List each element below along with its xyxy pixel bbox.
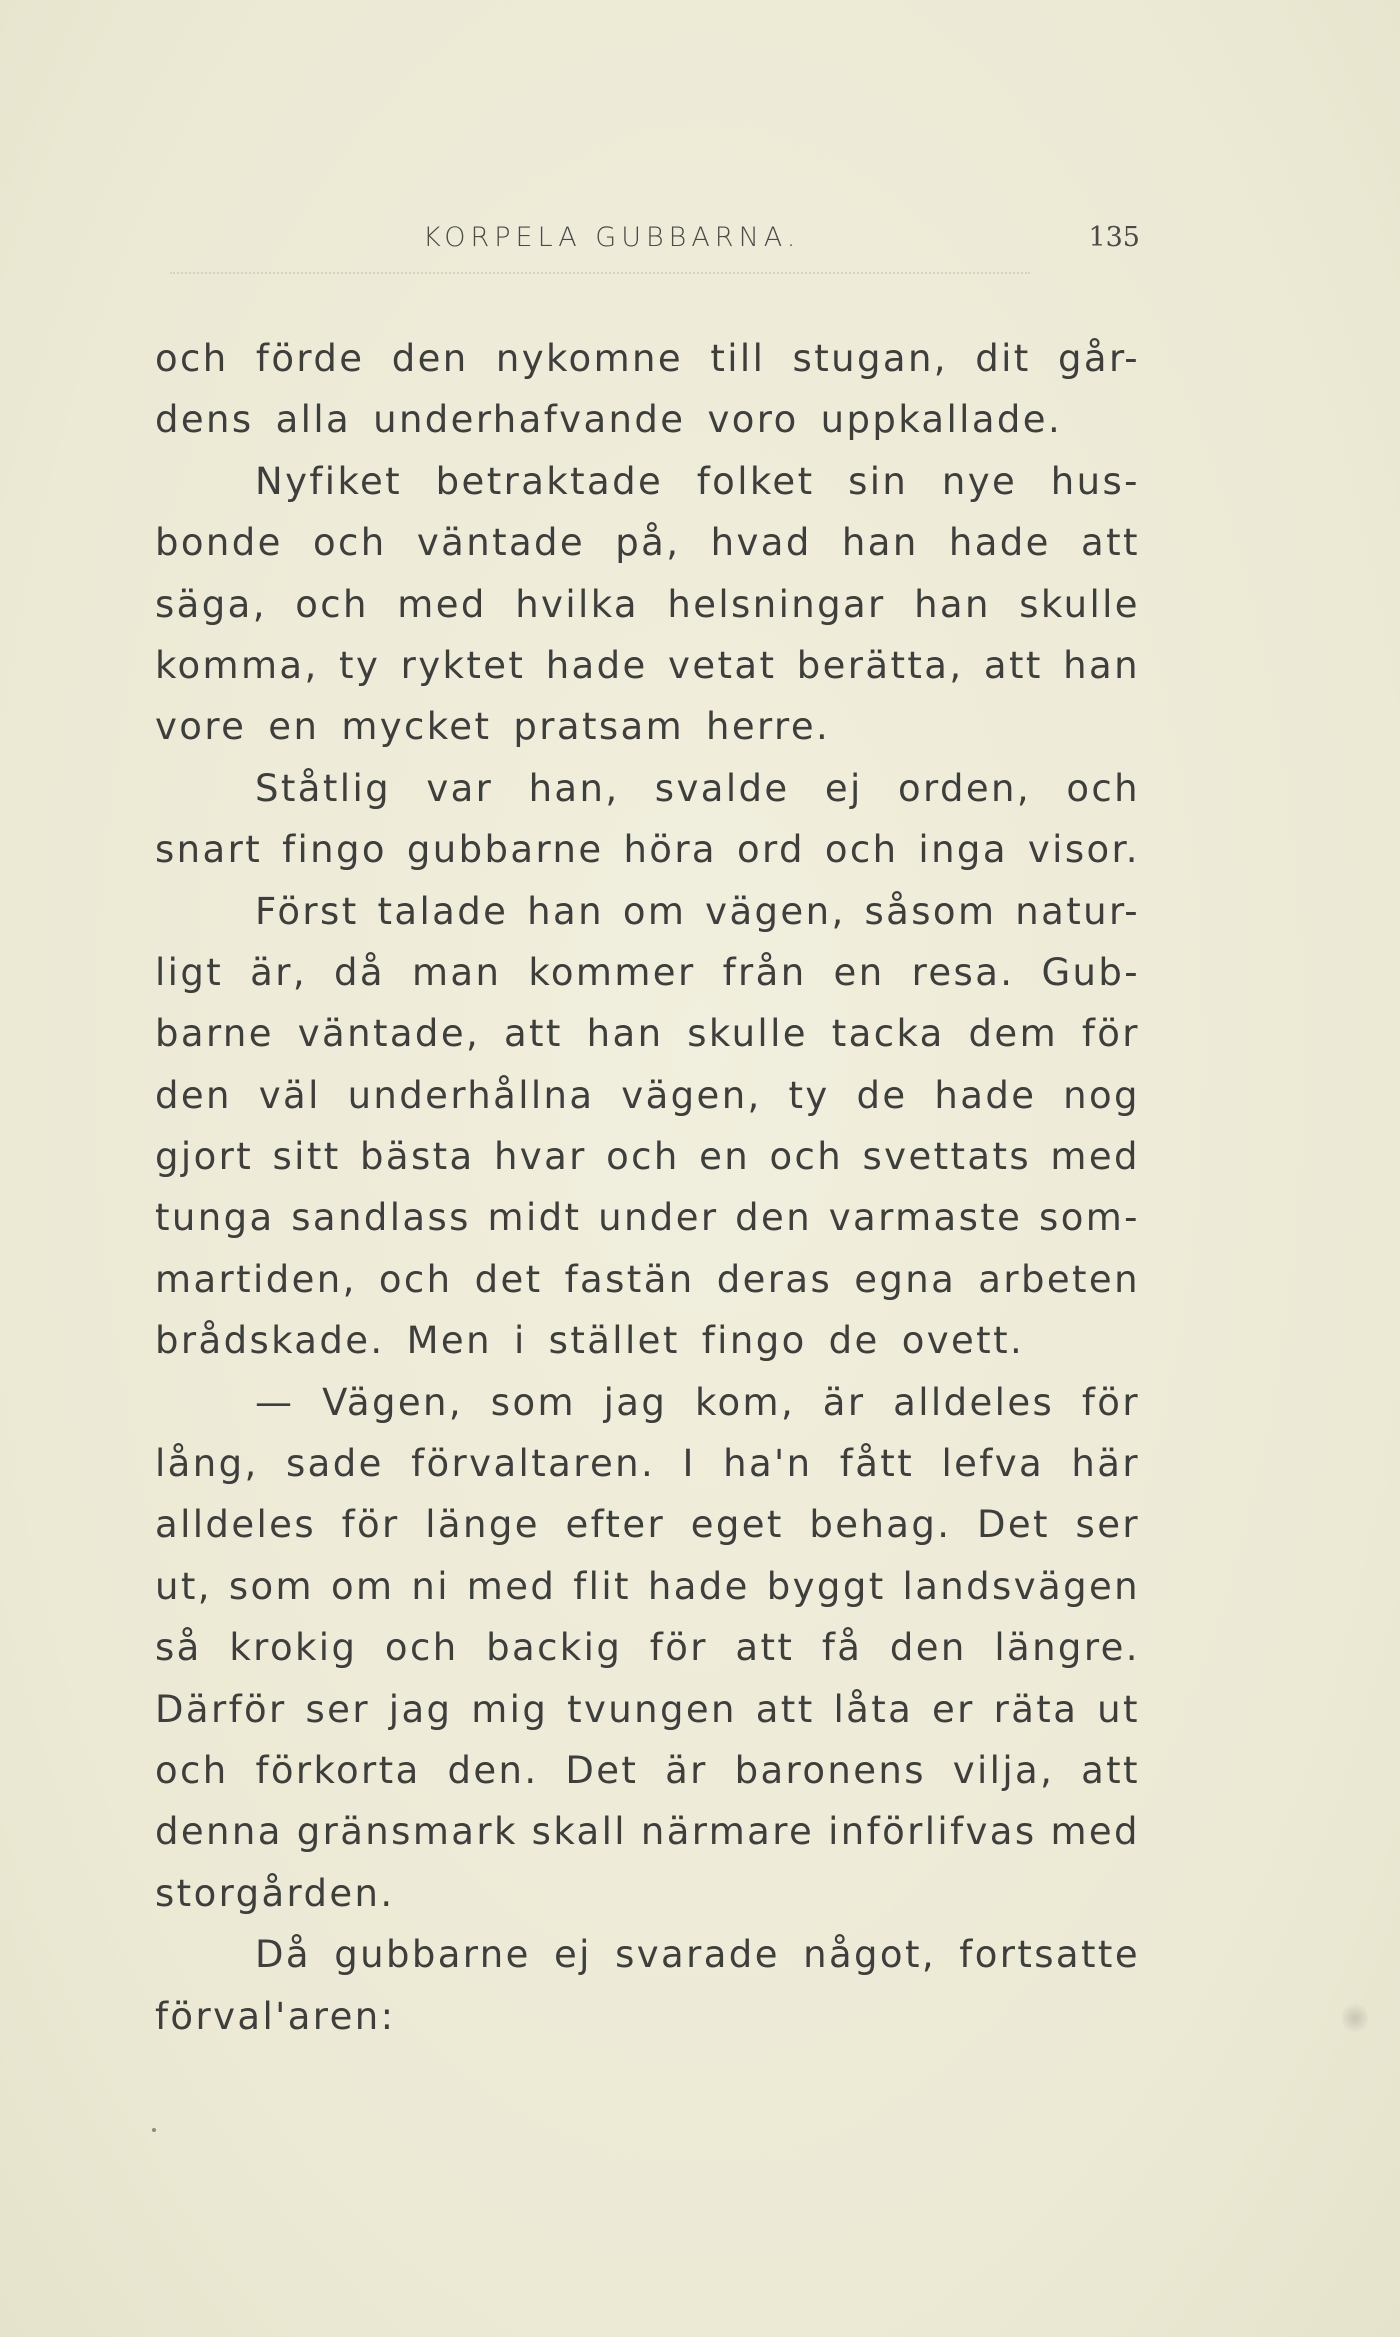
word: ut, (155, 1564, 212, 1608)
word: som (490, 1380, 576, 1424)
word: ryktet (400, 643, 526, 687)
word: att (1081, 521, 1140, 565)
word: och (155, 1748, 229, 1792)
word: helsningar (667, 582, 886, 626)
word: byggt (766, 1564, 886, 1608)
word: och (378, 1257, 453, 1301)
word: tunga (155, 1196, 275, 1240)
word: stället (548, 1319, 680, 1363)
word: sade (285, 1442, 384, 1486)
word: herre. (706, 705, 831, 749)
word: midt (487, 1196, 582, 1240)
word: förde (255, 337, 365, 380)
word: ej (554, 1933, 592, 1977)
word: Först (255, 889, 359, 933)
word: efter (565, 1503, 666, 1547)
word: på, (615, 521, 681, 565)
word: med (466, 1564, 557, 1608)
text-line (155, 1126, 1140, 1187)
running-title: KORPELA GUBBARNA. (423, 222, 801, 253)
word: arbeten (978, 1257, 1140, 1301)
word: uppkallade. (820, 398, 1063, 442)
word: Därför (155, 1687, 287, 1731)
word: räta (993, 1687, 1079, 1731)
word: fingo (701, 1319, 807, 1363)
word: och (824, 828, 899, 872)
word: flit (573, 1564, 631, 1608)
word: för (1081, 1012, 1140, 1056)
word: voro (707, 398, 799, 442)
word: bästa (359, 1135, 475, 1179)
word: att (1081, 1748, 1140, 1792)
word: ser (305, 1687, 370, 1731)
word: ej (824, 766, 863, 810)
text-line (155, 1924, 1140, 1985)
word: väntade (416, 521, 586, 565)
word: hade (545, 643, 648, 687)
word: ser (1075, 1503, 1140, 1547)
word: sitt (272, 1135, 341, 1179)
text-line (155, 1065, 1140, 1126)
text-line (155, 1986, 1140, 2047)
word: är (665, 1748, 708, 1792)
word: hade (647, 1564, 750, 1608)
word: mig (471, 1687, 549, 1731)
word: vore (155, 705, 247, 749)
word: fastän (564, 1257, 695, 1301)
word: lång, (155, 1442, 259, 1486)
word: den (155, 1073, 232, 1117)
word: barne (155, 1012, 274, 1056)
word: betraktade (435, 459, 664, 503)
word: fortsatte (959, 1933, 1140, 1977)
word: svalde (654, 766, 790, 810)
word: Nyfiket (255, 459, 403, 503)
word: om (622, 889, 687, 933)
word: nye (941, 459, 1018, 503)
word: vilja, (952, 1748, 1055, 1792)
word: en (268, 705, 320, 749)
word: skall (531, 1810, 627, 1854)
word: Gub- (1041, 950, 1140, 994)
text-line (155, 574, 1140, 635)
word: stugan, (792, 337, 948, 380)
word: dit (975, 337, 1031, 380)
word: för (341, 1503, 400, 1547)
body-text (155, 328, 1140, 2047)
word: resa. (911, 950, 1015, 994)
word: väntade, (297, 1012, 481, 1056)
word: Då (255, 1933, 311, 1977)
word: visor. (1027, 828, 1140, 872)
word: till (710, 337, 766, 380)
word: de (828, 1319, 880, 1363)
word: storgården. (155, 1871, 395, 1915)
word: och (606, 1135, 680, 1179)
word: hus- (1050, 459, 1140, 503)
word: egna (854, 1257, 957, 1301)
text-line (155, 1187, 1140, 1248)
word: backig (486, 1626, 623, 1670)
word: hvad (710, 521, 812, 565)
word: denna (155, 1810, 283, 1854)
word: för (1081, 1380, 1140, 1424)
page-smudge (1342, 2000, 1368, 2036)
word: den (889, 1626, 967, 1670)
word: här (1071, 1442, 1140, 1486)
word: de (856, 1073, 908, 1117)
text-line (155, 389, 1140, 450)
word: nykomne (495, 337, 684, 380)
word: eget (690, 1503, 784, 1547)
word: förval'aren: (155, 1994, 396, 2038)
text-line (155, 1310, 1140, 1371)
word: I (682, 1442, 696, 1486)
word: man (411, 950, 502, 994)
text-line (155, 635, 1140, 696)
word: svettats (862, 1135, 1032, 1179)
word: martiden, (155, 1257, 357, 1301)
word: natur- (1015, 889, 1140, 933)
word: han (527, 889, 604, 933)
word: hvar (493, 1135, 587, 1179)
word: bonde (155, 521, 283, 565)
word: höra (623, 828, 718, 872)
word: den (391, 337, 469, 380)
word: orden, (897, 766, 1032, 810)
word: dens (155, 398, 254, 442)
word: — (255, 1380, 295, 1424)
word: er (932, 1687, 975, 1731)
word: förkorta (255, 1748, 421, 1792)
text-line (155, 819, 1140, 880)
text-line (155, 328, 1140, 389)
word: var (426, 766, 494, 810)
word: och (769, 1135, 844, 1179)
word: gubbarne (334, 1933, 531, 1977)
header-rule (170, 272, 1030, 274)
word: fingo (282, 828, 387, 872)
word: baronens (734, 1748, 926, 1792)
word: ni (411, 1564, 450, 1608)
word: mycket (341, 705, 492, 749)
text-line (155, 881, 1140, 942)
text-line (155, 1679, 1140, 1740)
word: fått (839, 1442, 915, 1486)
word: ha'n (723, 1442, 813, 1486)
word: längre. (994, 1626, 1140, 1670)
word: han (1063, 643, 1140, 687)
word: dem (968, 1012, 1059, 1056)
word: den (735, 1196, 813, 1240)
word: sandlass (291, 1196, 471, 1240)
word: som (228, 1564, 315, 1608)
word: närmare (640, 1810, 815, 1854)
word: varmaste (828, 1196, 1023, 1240)
text-line (155, 1433, 1140, 1494)
word: väl (258, 1073, 321, 1117)
word: underhafvande (373, 398, 686, 442)
word: går- (1058, 337, 1140, 380)
word: en (833, 950, 885, 994)
word: Men (406, 1319, 492, 1363)
word: hade (934, 1073, 1037, 1117)
word: lefva (941, 1442, 1045, 1486)
word: Det (977, 1503, 1050, 1547)
word: kommer (528, 950, 696, 994)
text-line (155, 696, 1140, 757)
word: en (699, 1135, 751, 1179)
word: och (155, 337, 229, 380)
word: brådskade. (155, 1319, 385, 1363)
word: jag (388, 1687, 453, 1731)
word: behag. (809, 1503, 952, 1547)
word: skulle (687, 1012, 808, 1056)
word: Vägen, (322, 1380, 464, 1424)
word: som- (1039, 1196, 1140, 1240)
word: deras (716, 1257, 833, 1301)
word: införlifvas (828, 1810, 1037, 1854)
word: kom, (694, 1380, 796, 1424)
word: Det (565, 1748, 639, 1792)
running-head (155, 222, 1140, 262)
word: och (1066, 766, 1140, 810)
word: jag (603, 1380, 668, 1424)
word: få (821, 1626, 863, 1670)
word: alldeles (893, 1380, 1055, 1424)
word: med (397, 582, 487, 626)
text-line (155, 1801, 1140, 1862)
word: inga (918, 828, 1008, 872)
word: att (735, 1626, 795, 1670)
word: Ståtlig (255, 766, 392, 810)
word: landsvägen (902, 1564, 1140, 1608)
text-line (155, 1863, 1140, 1924)
word: pratsam (513, 705, 685, 749)
word: om (330, 1564, 395, 1608)
word: något, (803, 1933, 937, 1977)
word: han (914, 582, 991, 626)
word: att (503, 1012, 563, 1056)
word: säga, (155, 582, 267, 626)
page-number: 135 (1088, 222, 1140, 253)
word: hvilka (515, 582, 639, 626)
word: snart (155, 828, 263, 872)
word: alldeles (155, 1503, 317, 1547)
word: att (983, 643, 1043, 687)
word: i (513, 1319, 527, 1363)
word: nog (1063, 1073, 1140, 1117)
word: och (384, 1626, 459, 1670)
word: underhållna (347, 1073, 595, 1117)
word: tvungen (567, 1687, 737, 1731)
text-line (155, 1617, 1140, 1678)
text-line (155, 1003, 1140, 1064)
word: låta (833, 1687, 914, 1731)
word: sin (848, 459, 909, 503)
word: vägen, (621, 1073, 762, 1117)
word: talade (377, 889, 509, 933)
word: svarade (615, 1933, 780, 1977)
text-line (155, 942, 1140, 1003)
word: från (722, 950, 807, 994)
word: komma, (155, 643, 319, 687)
stray-mark (152, 2128, 156, 2132)
word: ligt (155, 950, 224, 994)
word: ovett. (901, 1319, 1025, 1363)
word: ut (1097, 1687, 1140, 1731)
text-line (155, 451, 1140, 512)
word: krokig (229, 1626, 358, 1670)
word: att (755, 1687, 815, 1731)
word: vägen, (705, 889, 846, 933)
word: gubbarne (406, 828, 604, 872)
word: skulle (1019, 582, 1140, 626)
word: alla (275, 398, 352, 442)
word: han, (528, 766, 620, 810)
word: och (313, 521, 387, 565)
word: folket (696, 459, 815, 503)
text-line (155, 1372, 1140, 1433)
word: han (841, 521, 919, 565)
word: är, (250, 950, 308, 994)
word: vetat (668, 643, 777, 687)
word: gjort (155, 1135, 254, 1179)
word: med (1050, 1135, 1140, 1179)
word: med (1050, 1810, 1140, 1854)
word: för (649, 1626, 708, 1670)
text-line (155, 512, 1140, 573)
text-line (155, 1556, 1140, 1617)
word: tacka (831, 1012, 945, 1056)
word: och (295, 582, 369, 626)
word: då (334, 950, 385, 994)
word: förvaltaren. (411, 1442, 656, 1486)
word: under (598, 1196, 719, 1240)
word: är (822, 1380, 866, 1424)
word: det (474, 1257, 543, 1301)
word: berätta, (796, 643, 964, 687)
word: gränsmark (296, 1810, 518, 1854)
word: så (155, 1626, 202, 1670)
word: hade (948, 521, 1051, 565)
word: den. (447, 1748, 539, 1792)
word: ty (788, 1073, 830, 1117)
word: han (586, 1012, 664, 1056)
text-line (155, 1494, 1140, 1555)
word: ty (339, 643, 381, 687)
word: ord (736, 828, 805, 872)
word: såsom (864, 889, 997, 933)
text-line (155, 758, 1140, 819)
text-line (155, 1249, 1140, 1310)
text-line (155, 1740, 1140, 1801)
word: länge (425, 1503, 540, 1547)
